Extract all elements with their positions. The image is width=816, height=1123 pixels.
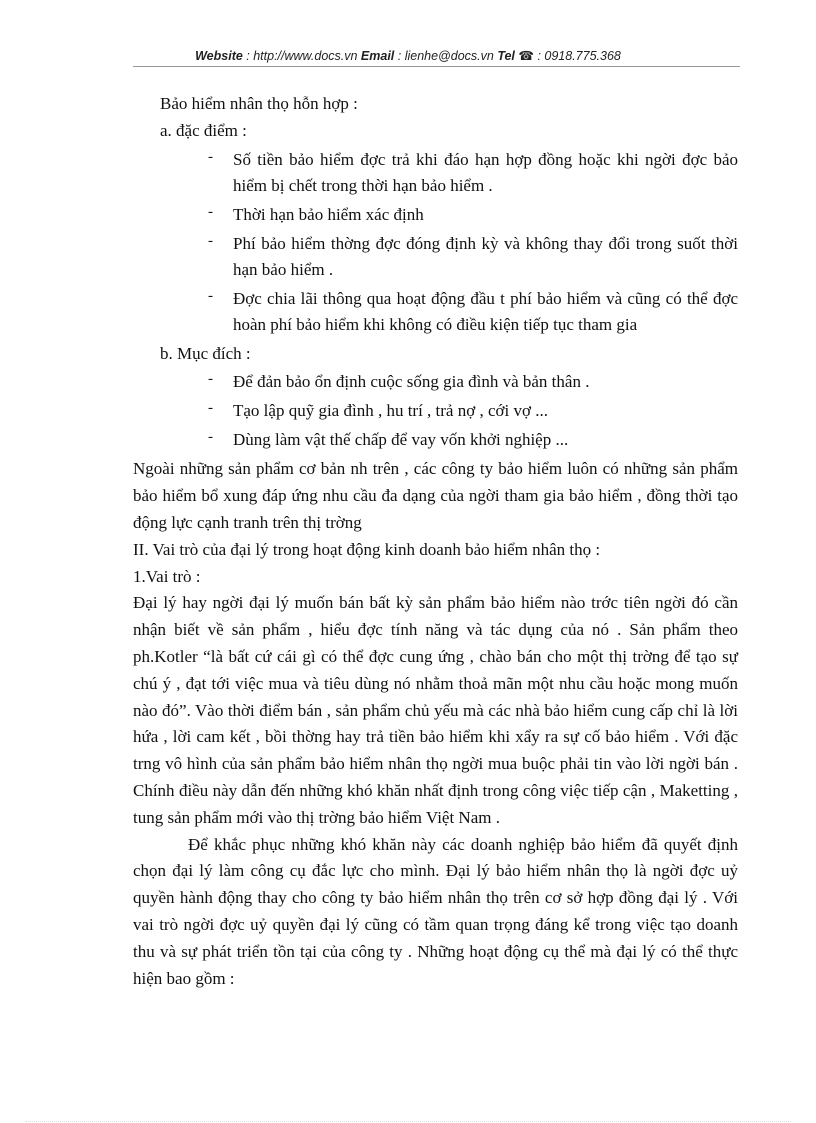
dash-bullet-icon: - <box>208 400 213 417</box>
dash-bullet-icon: - <box>208 203 213 220</box>
list-item <box>133 427 738 453</box>
dash-bullet-icon: - <box>208 232 213 249</box>
dash-bullet-icon: - <box>208 148 213 165</box>
list-item <box>133 202 738 228</box>
list-item-text: Số tiền bảo hiểm đợc trả khi đáo hạn hợp đồng hoặc khi ngời đợc bảo hiểm bị chết trong thời hạn bảo hiểm . <box>233 149 738 195</box>
header-divider <box>133 66 740 67</box>
list-item <box>133 369 738 395</box>
paragraph-role: Đại lý hay ngời đại lý muốn bán bất kỳ sản phẩm bảo hiểm nào trớc tiên ngời đó cần nhận biết về sản phẩm , hiểu đợc tính năng và tác dụng của nó . Sản phẩm theo ph.Kotler “là bất cứ cái gì có thể đợc cung ứng , chào bán cho một thị trờng để tạo sự chú ý , đạt tới việc mua và tiêu dùng nó nhằm thoả mãn một nhu cầu hoặc mong muốn nào đó”. Vào thời điểm bán , sản phẩm chủ yếu mà các nhà bảo hiểm cung cấp chỉ là lời hứa , lời cam kết , bồi thờng hay trả tiền bảo hiểm khi xẩy ra sự cố bảo hiểm . Với đặc trng vô hình của sản phẩm bảo hiểm nhân thọ ngời mua buộc phải tin vào lời ngời bán . Chính điều này dẫn đến những khó khăn nhất định trong công việc tiếp cận , Maketting , tung sản phẩm mới vào thị trờng bảo hiểm Việt Nam . <box>133 593 738 827</box>
website-value: : http://www.docs.vn <box>242 49 361 63</box>
list-item-text: Tạo lập quỹ gia đình , hu trí , trả nợ , cới vợ ... <box>233 401 548 421</box>
dash-bullet-icon: - <box>208 429 213 446</box>
list-item-text: Đợc chia lãi thông qua hoạt động đầu t phí bảo hiểm và cũng có thể đợc hoàn phí bảo hiểm khi không có điều kiện tiếp tục tham gia <box>233 288 738 334</box>
list-item <box>133 231 738 283</box>
subsection-1-heading: 1.Vai trò : <box>133 566 201 586</box>
page-header <box>0 48 816 63</box>
website-label: Website <box>195 49 243 63</box>
document-body <box>133 91 738 992</box>
paragraph-other-products: Ngoài những sản phẩm cơ bản nh trên , các công ty bảo hiểm luôn có những sản phẩm bảo hiểm bổ xung đáp ứng nhu cầu đa dạng của ngời tham gia bảo hiểm , đồng thời tạo động lực cạnh tranh trên thị trờng <box>133 459 738 532</box>
list-item <box>133 286 738 338</box>
list-item-text: Dùng làm vật thế chấp để vay vốn khởi nghiệp ... <box>233 430 569 450</box>
phone-icon: ☎ <box>518 49 534 63</box>
tel-label: Tel <box>497 49 515 63</box>
tel-value: : 0918.775.368 <box>533 49 621 63</box>
heading-mixed-insurance: Bảo hiểm nhân thọ hỗn hợp : <box>160 94 358 113</box>
section-ii-heading: II. Vai trò của đại lý trong hoạt động kinh doanh bảo hiểm nhân thọ : <box>133 539 601 559</box>
email-value: : lienhe@docs.vn <box>394 49 498 63</box>
section-b-label: b. Mục đích : <box>160 343 251 363</box>
list-item-text: Phí bảo hiểm thờng đợc đóng định kỳ và không thay đổi trong suốt thời hạn bảo hiểm . <box>233 233 738 279</box>
list-item <box>133 147 738 199</box>
list-item-text: Thời hạn bảo hiểm xác định <box>233 204 424 224</box>
list-item-text: Để đản bảo ổn định cuộc sống gia đình và bản thân . <box>233 372 590 392</box>
dash-bullet-icon: - <box>208 287 213 304</box>
section-a-label: a. đặc điểm : <box>160 120 247 140</box>
list-item <box>133 398 738 424</box>
paragraph-overcome: Để khắc phục những khó khăn này các doanh nghiệp bảo hiểm đã quyết định chọn đại lý làm công cụ đắc lực cho mình. Đại lý bảo hiểm nhân thọ là ngời đợc uỷ quyền hành động thay cho công ty bảo hiểm nhân thọ trên cơ sở hợp đồng đại lý . Với vai trò ngời đợc uỷ quyền đại lý cũng có tầm quan trọng đáng kể trong việc tạo doanh thu và sự phát triển tồn tại của công ty . Những hoạt động cụ thể mà đại lý có thể thực hiện bao gồm : <box>133 834 738 988</box>
email-label: Email <box>360 49 395 63</box>
footer-divider <box>25 1121 791 1122</box>
dash-bullet-icon: - <box>208 371 213 388</box>
